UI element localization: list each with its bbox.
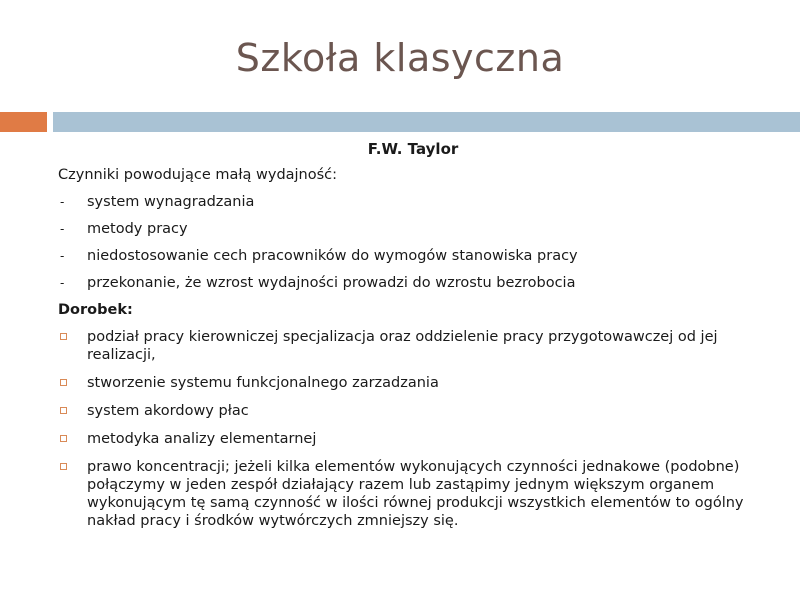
achievement-text: stworzenie systemu funkcjonalnego zarzadzania xyxy=(87,375,439,391)
list-item xyxy=(58,274,768,292)
achievement-text: metodyka analizy elementarnej xyxy=(87,431,317,447)
achievements-heading: Dorobek: xyxy=(58,302,133,318)
factor-text: przekonanie, że wzrost wydajności prowadzi do wzrostu bezrobocia xyxy=(87,275,576,291)
factor-text: niedostosowanie cech pracowników do wymogów stanowiska pracy xyxy=(87,248,578,264)
list-item xyxy=(58,430,768,448)
square-bullet-icon xyxy=(60,333,67,340)
slide-title: Szkoła klasyczna xyxy=(235,36,565,80)
list-item xyxy=(58,220,768,238)
accent-bar-orange xyxy=(0,112,47,132)
dash-bullet-icon: - xyxy=(60,195,65,209)
square-bullet-icon xyxy=(60,379,67,386)
dash-bullet-icon: - xyxy=(60,249,65,263)
achievement-text: prawo koncentracji; jeżeli kilka elementów wykonujących czynności jednakowe (podobne) połączymy w jeden zespół działający razem lub zastąpimy jednym większym organem wykonującym tę samą czynność w ilości równej produkcji wszystkich elementów to ogólny nakład pracy i środków wytwórczych zmniejszy się. xyxy=(87,459,744,529)
subtitle: F.W. Taylor xyxy=(367,140,459,158)
list-item xyxy=(58,402,768,420)
list-item xyxy=(58,247,768,265)
factor-text: system wynagradzania xyxy=(87,194,255,210)
achievement-text: system akordowy płac xyxy=(87,403,249,419)
factor-text: metody pracy xyxy=(87,221,188,237)
accent-bar-blue xyxy=(53,112,800,132)
list-item xyxy=(58,458,768,530)
intro-text: Czynniki powodujące małą wydajność: xyxy=(58,167,338,183)
slide-content xyxy=(58,140,768,540)
dash-bullet-icon: - xyxy=(60,222,65,236)
list-item xyxy=(58,193,768,211)
square-bullet-icon xyxy=(60,463,67,470)
dash-bullet-icon: - xyxy=(60,276,65,290)
list-item xyxy=(58,328,768,364)
list-item xyxy=(58,374,768,392)
square-bullet-icon xyxy=(60,407,67,414)
square-bullet-icon xyxy=(60,435,67,442)
achievement-text: podział pracy kierowniczej specjalizacja oraz oddzielenie pracy przygotowawczej od jej realizacji, xyxy=(87,329,718,363)
